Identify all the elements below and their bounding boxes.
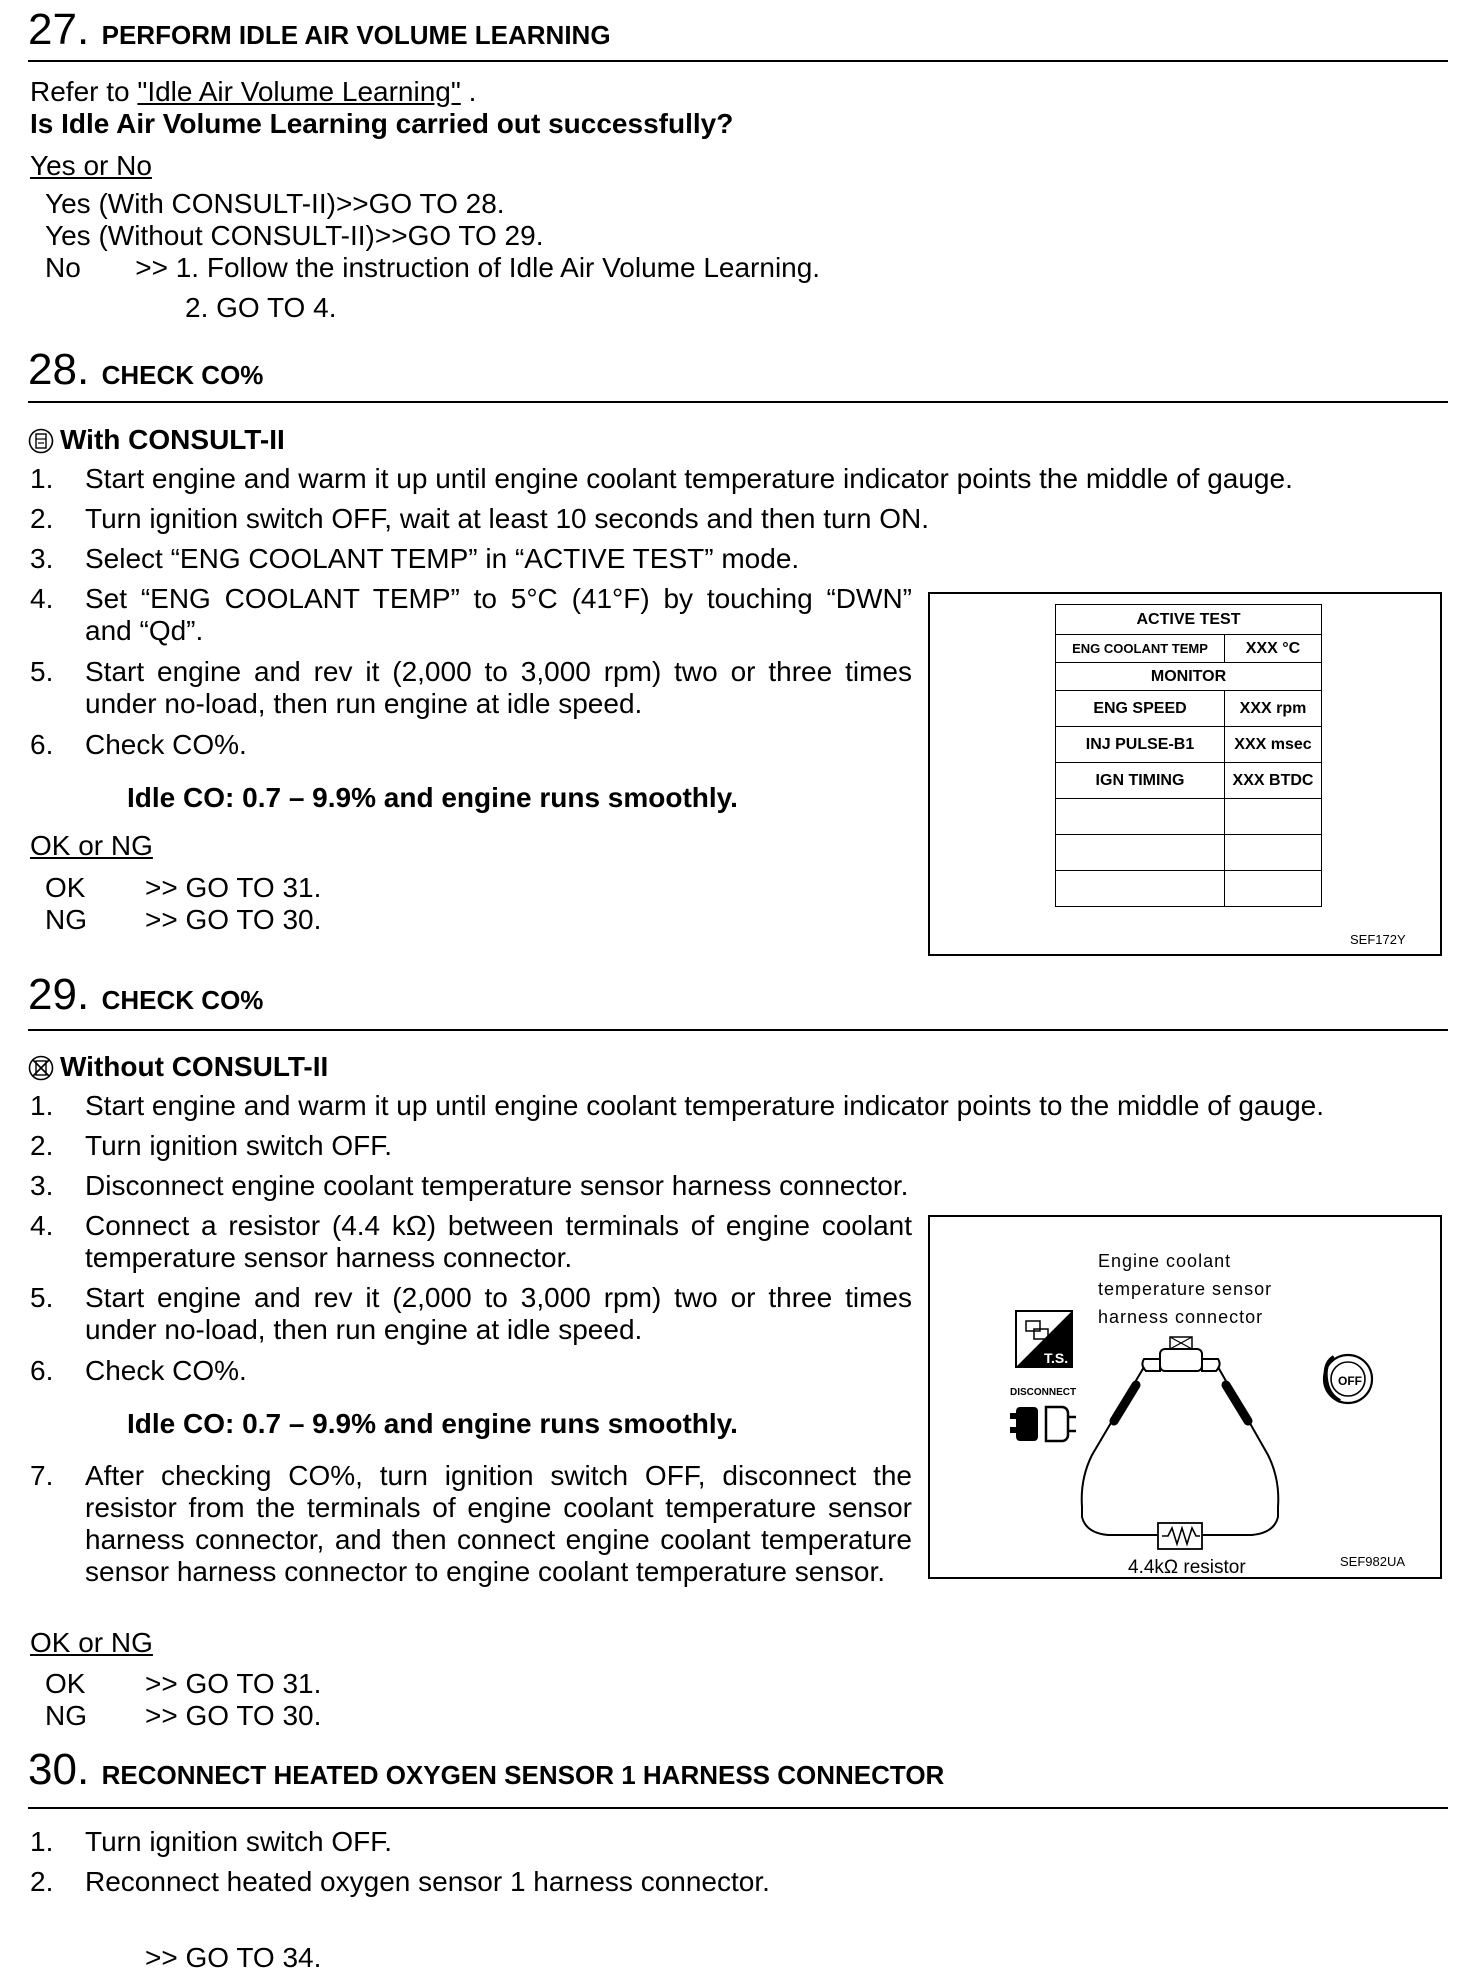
- probe-lead: [1114, 1385, 1248, 1421]
- table-cell: ENG SPEED: [1056, 691, 1225, 727]
- ts-badge-icon: [1016, 1311, 1072, 1367]
- mode-label: With CONSULT-II: [60, 424, 285, 455]
- table-cell: ENG COOLANT TEMP: [1056, 635, 1225, 663]
- result-ng-key: NG: [45, 1700, 87, 1731]
- item-text: Disconnect engine coolant temperature sensor harness connector.: [85, 1170, 909, 1201]
- divider: [28, 401, 1448, 403]
- harness-connector-icon: [1142, 1337, 1219, 1371]
- label-line-2: temperature sensor: [1098, 1279, 1273, 1299]
- refer-suffix: .: [460, 76, 477, 107]
- divider: [28, 1807, 1448, 1809]
- result-ng-value: >> GO TO 30.: [145, 1700, 322, 1731]
- item-number: 2.: [30, 1866, 54, 1897]
- idle-air-volume-learning-link[interactable]: "Idle Air Volume Learning": [137, 76, 461, 107]
- spec: Idle CO: 0.7 – 9.9% and engine runs smoothly.: [127, 782, 738, 813]
- item-number: 1.: [30, 463, 54, 494]
- table-cell: XXX rpm: [1225, 691, 1322, 727]
- item-text: Start engine and rev it (2,000 to 3,000 rpm) two or three times under no-load, then run engine at idle speed.: [85, 656, 912, 719]
- item-text: Start engine and warm it up until engine coolant temperature indicator points to the middle of gauge.: [85, 1090, 1324, 1121]
- result-ok-value: >> GO TO 31.: [145, 1668, 322, 1699]
- mode-label: Without CONSULT-II: [60, 1051, 329, 1082]
- disconnect-label: DISCONNECT: [1010, 1387, 1077, 1398]
- result-yes-without-consult: Yes (Without CONSULT-II)>>GO TO 29.: [45, 220, 544, 251]
- table-cell: XXX BTDC: [1225, 763, 1322, 799]
- divider: [28, 1029, 1448, 1031]
- item-number: 4.: [30, 583, 54, 614]
- refer-prefix: Refer to: [30, 76, 138, 107]
- item-number: 6.: [30, 1355, 54, 1386]
- answer-heading: OK or NG: [30, 830, 153, 861]
- item-text: Start engine and rev it (2,000 to 3,000 rpm) two or three times under no-load, then run engine at idle speed.: [85, 1282, 912, 1345]
- table-cell: IGN TIMING: [1056, 763, 1225, 799]
- step-number: 27.: [28, 5, 90, 54]
- item-number: 7.: [30, 1460, 54, 1491]
- item-number: 3.: [30, 543, 54, 574]
- table-cell-empty: [1056, 799, 1225, 835]
- item-number: 3.: [30, 1170, 54, 1201]
- table-cell-empty: [1225, 871, 1322, 907]
- result-yes-with-consult: Yes (With CONSULT-II)>>GO TO 28.: [45, 188, 505, 219]
- table-cell-empty: [1225, 799, 1322, 835]
- step-28-header: [28, 345, 264, 394]
- result-ok-value: >> GO TO 31.: [145, 872, 322, 903]
- item-text: Turn ignition switch OFF.: [85, 1826, 393, 1857]
- item-text: After checking CO%, turn ignition switch OFF, disconnect the resistor from the terminals of engine coolant temperature sensor harness connector, and then connect engine coolant temperature sensor harness connector to engine coolant temperature sensor.: [85, 1460, 912, 1587]
- item-text: Turn ignition switch OFF.: [85, 1130, 393, 1161]
- item-text: Select “ENG COOLANT TEMP” in “ACTIVE TEST” mode.: [85, 543, 800, 574]
- step-number: 30.: [28, 1745, 90, 1794]
- label-line-1: Engine coolant: [1098, 1251, 1232, 1271]
- table-cell: INJ PULSE-B1: [1056, 727, 1225, 763]
- resistor-icon: [1158, 1523, 1202, 1549]
- item-number: 5.: [30, 656, 54, 687]
- refer-line: [30, 76, 476, 108]
- no-consult-icon: [28, 1055, 54, 1081]
- step-29-header: [28, 970, 264, 1019]
- disconnect-icon: [1010, 1407, 1076, 1441]
- table-cell: XXX msec: [1225, 727, 1322, 763]
- figure-code: SEF172Y: [1350, 932, 1406, 947]
- active-test-figure: [928, 592, 1442, 956]
- item-text: Start engine and warm it up until engine coolant temperature indicator points the middle of gauge.: [85, 463, 1293, 494]
- result-no-step2: 2. GO TO 4.: [185, 292, 337, 323]
- item-number: 6.: [30, 729, 54, 760]
- step-title: CHECK CO%: [101, 360, 264, 390]
- step-30-header: [28, 1745, 945, 1794]
- result-ok-key: OK: [45, 872, 86, 903]
- table-header: ACTIVE TEST: [1056, 605, 1322, 635]
- resistor-diagram: [930, 1217, 1440, 1577]
- item-number: 5.: [30, 1282, 54, 1313]
- step-number: 29.: [28, 970, 90, 1019]
- result-ng-value: >> GO TO 30.: [145, 904, 322, 935]
- off-label: OFF: [1338, 1374, 1362, 1388]
- step-27-header: [28, 5, 611, 54]
- answer-heading: Yes or No: [30, 150, 152, 181]
- step-title: CHECK CO%: [101, 985, 264, 1015]
- result-no: No >> 1. Follow the instruction of Idle Air Volume Learning.: [45, 252, 821, 283]
- step-number: 28.: [28, 345, 90, 394]
- step-title: RECONNECT HEATED OXYGEN SENSOR 1 HARNESS CONNECTOR: [101, 1760, 945, 1790]
- mode-with-consult: [28, 424, 285, 456]
- consult-icon: [28, 428, 54, 454]
- item-number: 2.: [30, 1130, 54, 1161]
- item-number: 1.: [30, 1090, 54, 1121]
- item-text: Connect a resistor (4.4 kΩ) between terminals of engine coolant temperature sensor harness connector.: [85, 1210, 912, 1273]
- item-number: 2.: [30, 503, 54, 534]
- item-text: Set “ENG COOLANT TEMP” to 5°C (41°F) by touching “DWN” and “Qd”.: [85, 583, 912, 646]
- table-cell: XXX °C: [1225, 635, 1322, 663]
- table-cell-empty: [1056, 871, 1225, 907]
- divider: [28, 60, 1448, 62]
- result-go-to-34: >> GO TO 34.: [145, 1942, 322, 1973]
- ts-label: T.S.: [1044, 1350, 1069, 1366]
- item-text: Check CO%.: [85, 1355, 247, 1386]
- table-cell-empty: [1056, 835, 1225, 871]
- mode-without-consult: [28, 1051, 328, 1083]
- figure-code: SEF982UA: [1340, 1554, 1406, 1569]
- item-text: Turn ignition switch OFF, wait at least 10 seconds and then turn ON.: [85, 503, 930, 534]
- label-line-3: harness connector: [1098, 1307, 1264, 1327]
- item-number: 4.: [30, 1210, 54, 1241]
- question: Is Idle Air Volume Learning carried out successfully?: [30, 108, 734, 139]
- spec: Idle CO: 0.7 – 9.9% and engine runs smoothly.: [127, 1408, 738, 1439]
- table-subheader: MONITOR: [1056, 663, 1322, 691]
- active-test-table: [1055, 604, 1322, 907]
- table-cell-empty: [1225, 835, 1322, 871]
- resistor-label: 4.4kΩ resistor: [1128, 1557, 1246, 1577]
- wire: [1082, 1367, 1279, 1535]
- item-text: Check CO%.: [85, 729, 247, 760]
- item-text: Reconnect heated oxygen sensor 1 harness connector.: [85, 1866, 770, 1897]
- step-title: PERFORM IDLE AIR VOLUME LEARNING: [101, 20, 611, 50]
- result-ng-key: NG: [45, 904, 87, 935]
- ignition-key-off-icon: [1324, 1355, 1372, 1403]
- resistor-diagram-figure: [928, 1215, 1442, 1579]
- result-ok-key: OK: [45, 1668, 86, 1699]
- item-number: 1.: [30, 1826, 54, 1857]
- answer-heading: OK or NG: [30, 1627, 153, 1658]
